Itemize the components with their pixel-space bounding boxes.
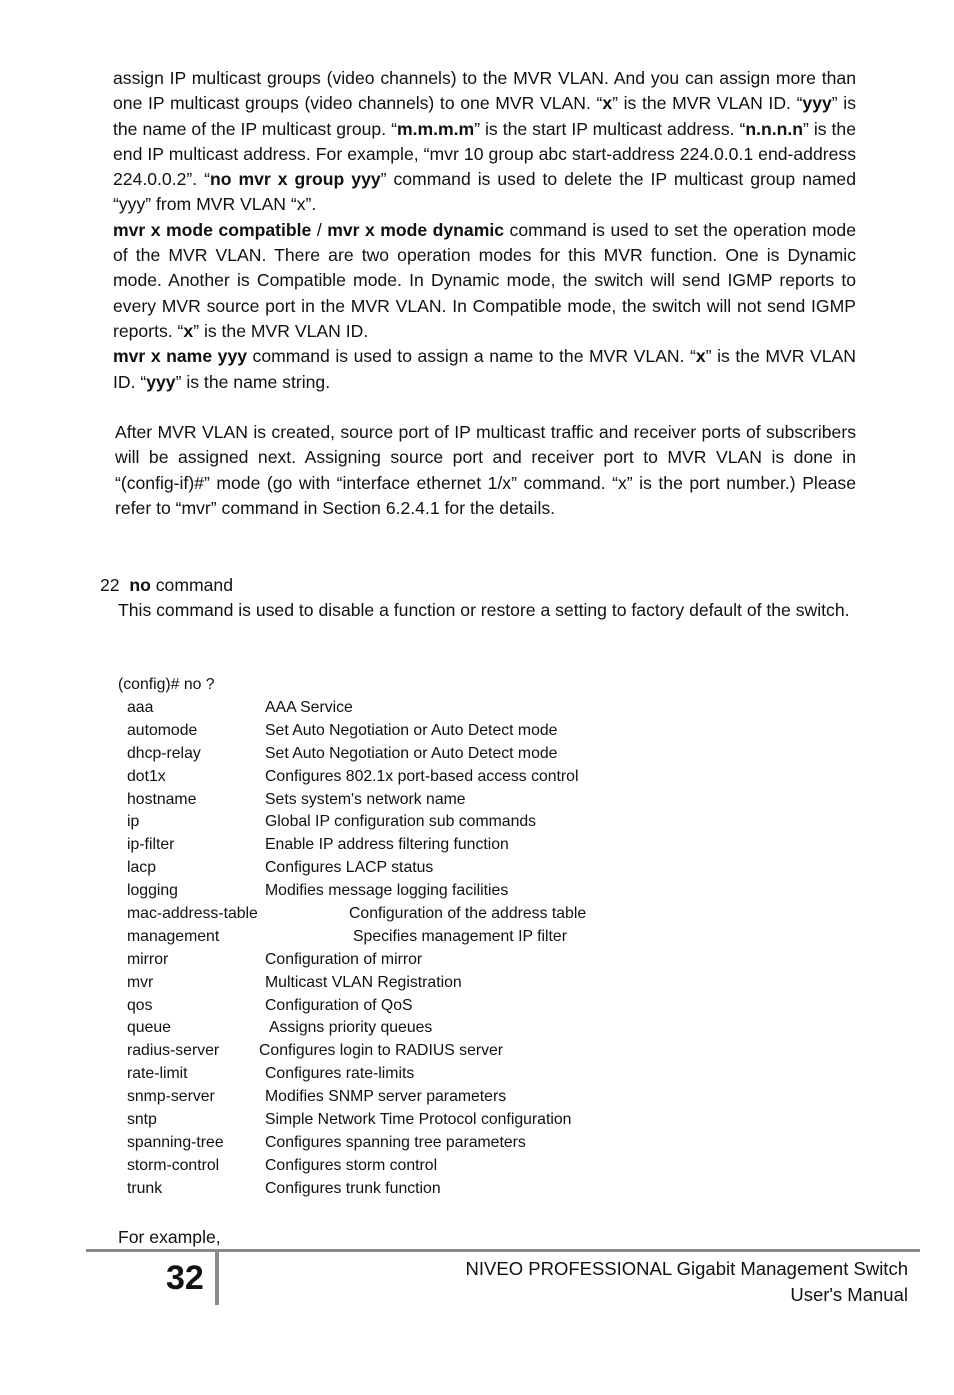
command-name: ip-filter: [127, 836, 175, 854]
section-heading: [100, 573, 233, 598]
command-description: Assigns priority queues: [269, 1019, 433, 1037]
command-description: Configuration of mirror: [265, 950, 423, 968]
example-label: For example,: [118, 1227, 221, 1247]
section-number: 22: [100, 575, 120, 595]
text-run: ” is the name string.: [175, 371, 331, 392]
bold-term: mvr x mode compatible: [113, 219, 312, 240]
command-name: mac-address-table: [127, 905, 258, 923]
section-title: command: [155, 575, 233, 595]
bold-term: yyy: [802, 93, 832, 114]
text-run: assign IP multicast groups (video channels) to the MVR VLAN. And you can assign more than one IP multicast groups (video channels) to one MVR VLAN. “: [113, 68, 856, 114]
command-row: [0, 1017, 954, 1040]
command-name: logging: [127, 882, 178, 900]
command-name: sntp: [127, 1111, 157, 1129]
text-run: command is used to assign a name to the MVR VLAN. “: [247, 346, 696, 367]
command-list: [0, 697, 954, 1201]
command-description: AAA Service: [265, 699, 353, 716]
text-run: ” is the MVR VLAN ID. “: [113, 346, 856, 392]
command-row: [0, 1132, 954, 1155]
command-row: [0, 1063, 954, 1086]
command-name: dot1x: [127, 767, 166, 785]
command-name: trunk: [127, 1179, 163, 1197]
command-description: Configures spanning tree parameters: [265, 1133, 526, 1151]
bold-term: n.n.n.n: [745, 118, 804, 139]
command-name: automode: [127, 721, 198, 739]
footer-line-1: NIVEO PROFESSIONAL Gigabit Management Switch: [465, 1258, 908, 1279]
command-description: Configures login to RADIUS server: [259, 1042, 504, 1060]
command-name: dhcp-relay: [127, 744, 201, 762]
command-row: [0, 720, 954, 743]
command-row: [0, 926, 954, 949]
command-description: Set Auto Negotiation or Auto Detect mode: [265, 744, 558, 762]
page-number: 32: [166, 1259, 204, 1297]
command-row: [0, 834, 954, 857]
command-description: Simple Network Time Protocol configuration: [265, 1111, 572, 1129]
command-description: Configures LACP status: [265, 859, 434, 877]
command-description: Sets system's network name: [265, 790, 466, 808]
command-name: storm-control: [127, 1156, 220, 1174]
bold-term: m.m.m.m: [396, 118, 475, 139]
command-row: [0, 880, 954, 903]
command-row: [0, 1086, 954, 1109]
command-name: rate-limit: [127, 1065, 188, 1083]
command-name: queue: [127, 1019, 171, 1037]
command-description: Enable IP address filtering function: [265, 836, 509, 854]
command-description: Configures 802.1x port-based access control: [265, 767, 579, 785]
command-row: [0, 903, 954, 926]
command-row: [0, 766, 954, 789]
bold-term: x: [183, 320, 194, 341]
command-name: spanning-tree: [127, 1133, 224, 1151]
command-name: ip: [127, 813, 140, 831]
text-run: /: [311, 219, 328, 240]
command-description: Configures rate-limits: [265, 1065, 415, 1083]
footer-rule: [86, 1249, 920, 1252]
command-row: [0, 1040, 954, 1063]
command-name: mvr: [127, 973, 154, 991]
text-run: ” is the MVR VLAN ID. “: [612, 93, 803, 114]
bold-term: mvr x mode dynamic: [327, 219, 505, 240]
command-row: [0, 857, 954, 880]
bold-term: mvr x name yyy: [113, 346, 248, 367]
command-name: lacp: [127, 859, 156, 877]
command-description: Set Auto Negotiation or Auto Detect mode: [265, 721, 558, 739]
command-description: Multicast VLAN Registration: [265, 973, 462, 991]
command-name: hostname: [127, 790, 197, 808]
command-description: Configuration of the address table: [349, 905, 587, 923]
command-row: [0, 789, 954, 812]
command-row: [0, 995, 954, 1018]
command-row: [0, 1178, 954, 1201]
footer-title: [466, 1256, 908, 1307]
command-description: Configuration of QoS: [265, 996, 413, 1014]
bold-term: yyy: [146, 371, 176, 392]
command-description: Configures storm control: [265, 1156, 438, 1174]
command-description: Configures trunk function: [265, 1179, 441, 1197]
footer-line-2: User's Manual: [790, 1283, 908, 1305]
text-run: ” command is used to delete the IP multicast group named “yyy” from MVR VLAN “x”.: [113, 169, 856, 215]
command-description: Modifies message logging facilities: [265, 882, 509, 900]
command-name: radius-server: [127, 1042, 220, 1060]
bold-term: no mvr x group yyy: [209, 169, 381, 190]
command-row: [0, 811, 954, 834]
command-name: snmp-server: [127, 1088, 215, 1106]
command-name: management: [127, 927, 220, 945]
bold-term: x: [695, 346, 706, 367]
command-name: mirror: [127, 950, 169, 968]
footer-divider: [215, 1252, 219, 1305]
section-description: This command is used to disable a function or restore a setting to factory default of the switch.: [118, 600, 850, 620]
cli-prompt: (config)# no ?: [118, 676, 215, 693]
mvr-commands-paragraph: [113, 66, 856, 395]
command-name: qos: [127, 996, 153, 1014]
command-row: [0, 1109, 954, 1132]
bold-term: x: [602, 93, 613, 114]
command-row: [0, 743, 954, 766]
text-run: ” is the name of the IP multicast group. “: [113, 93, 856, 139]
section-keyword: no: [129, 575, 151, 595]
command-name: aaa: [127, 699, 154, 716]
command-row: [0, 949, 954, 972]
command-row: [0, 1155, 954, 1178]
command-row: [0, 697, 954, 720]
command-description: Global IP configuration sub commands: [265, 813, 537, 831]
command-description: Specifies management IP filter: [353, 927, 567, 945]
text-run: ” is the end IP multicast address. For example, “mvr 10 group abc start-address 224.0.0.1 end-address 224.0.0.2”. “: [113, 118, 856, 190]
mvr-assignment-paragraph: After MVR VLAN is created, source port of IP multicast traffic and receiver ports of subscribers will be assigned next. Assigning source port and receiver port to MVR VLAN is done in “(config-if)#” mode (go with “interface ethernet 1/x” command. “x” is the port number.) Please refer to “mvr” command in Section 6.2.4.1 for the details.: [115, 422, 856, 518]
command-description: Modifies SNMP server parameters: [265, 1088, 507, 1106]
text-run: ” is the MVR VLAN ID.: [193, 320, 369, 341]
command-row: [0, 972, 954, 995]
text-run: command is used to set the operation mode of the MVR VLAN. There are two operation modes for this MVR function. One is Dynamic mode. Another is Compatible mode. In Dynamic mode, the switch will send IGMP reports to every MVR source port in the MVR VLAN. In Compatible mode, the switch will not send IGMP reports. “: [113, 219, 857, 341]
text-run: ” is the start IP multicast address. “: [474, 118, 746, 139]
